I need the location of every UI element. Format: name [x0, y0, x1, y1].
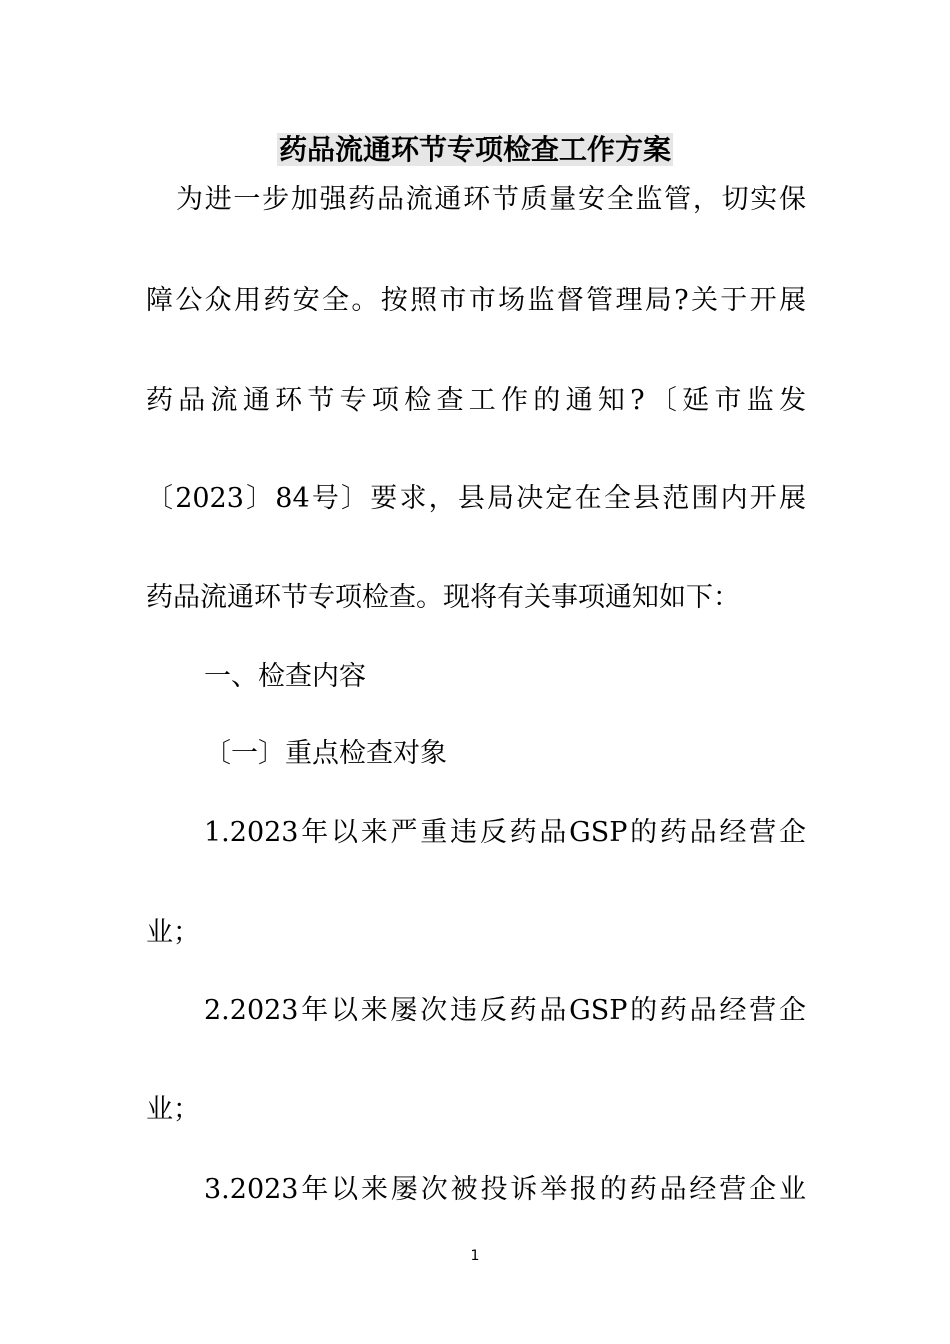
- page-number: 1: [470, 1248, 480, 1264]
- paragraph-line: 〔2023〕84号〕要求，县局决定在全县范围内开展: [146, 483, 806, 514]
- list-item-continuation: 业；: [146, 917, 200, 948]
- list-item: 3.2023年以来屡次被投诉举报的药品经营企业: [204, 1174, 806, 1205]
- paragraph-line: 药品流通环节专项检查。现将有关事项通知如下：: [146, 582, 740, 613]
- paragraph-line: 药品流通环节专项检查工作的通知?〔延市监发: [146, 385, 806, 416]
- document-title: [0, 128, 950, 172]
- section-heading: 一、检查内容: [204, 661, 366, 692]
- document-title-text: 药品流通环节专项检查工作方案: [278, 133, 671, 166]
- list-item: 1.2023年以来严重违反药品GSP的药品经营企: [204, 817, 806, 848]
- subsection-heading: 〔一〕重点检查对象: [204, 738, 447, 769]
- paragraph-line: 障公众用药安全。按照市市场监督管理局?关于开展: [146, 285, 806, 316]
- list-item-continuation: 业；: [146, 1094, 200, 1125]
- list-item: 2.2023年以来屡次违反药品GSP的药品经营企: [204, 995, 806, 1026]
- paragraph-line: 为进一步加强药品流通环节质量安全监管，切实保: [176, 184, 806, 215]
